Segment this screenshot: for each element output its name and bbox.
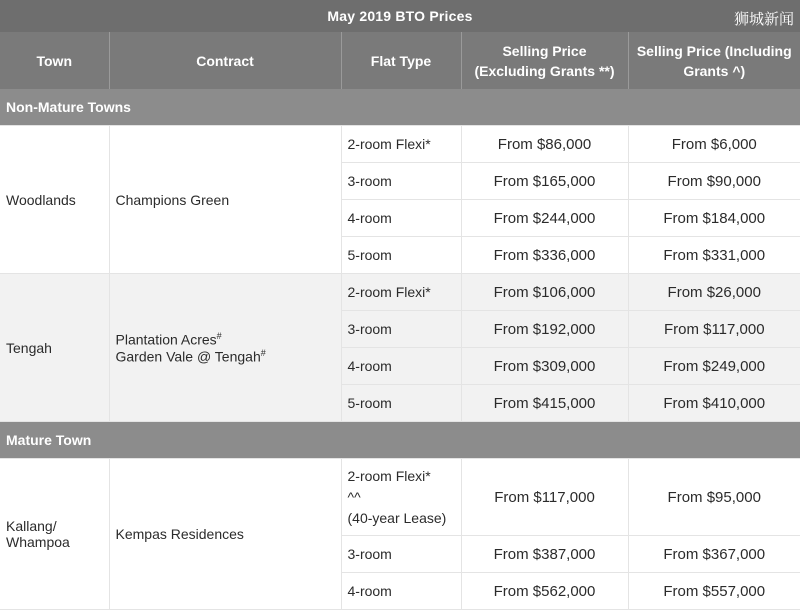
price-incl-cell: From $90,000: [628, 163, 800, 200]
flat-type-cell: [341, 459, 461, 536]
town-cell: [0, 459, 109, 610]
flat-type-cell: 2-room Flexi*: [341, 274, 461, 311]
table-row: [0, 459, 800, 536]
price-excl-cell: From $192,000: [461, 311, 628, 348]
flat-type-cell: 3-room: [341, 536, 461, 573]
section-row: [0, 422, 800, 459]
watermark: 狮城新闻: [733, 10, 794, 28]
table-title-text: May 2019 BTO Prices: [327, 8, 473, 24]
price-excl-cell: From $86,000: [461, 126, 628, 163]
price-excl-cell: From $387,000: [461, 536, 628, 573]
price-incl-cell: From $95,000: [628, 459, 800, 536]
section-row: [0, 89, 800, 126]
section-label: Non-Mature Towns: [0, 89, 800, 126]
table-title: [0, 0, 800, 32]
flat-type-line: ^^: [347, 488, 361, 505]
contract-mark: #: [260, 347, 266, 358]
price-incl-cell: From $117,000: [628, 311, 800, 348]
flat-type-cell: 2-room Flexi*: [341, 126, 461, 163]
contract-mark: #: [216, 330, 222, 341]
price-incl-cell: From $249,000: [628, 348, 800, 385]
header-contract: Contract: [109, 32, 341, 89]
table-row: [0, 126, 800, 163]
flat-type-cell: 4-room: [341, 348, 461, 385]
flat-type-cell: 5-room: [341, 237, 461, 274]
section-label: Mature Town: [0, 422, 800, 459]
contract-cell: [109, 274, 341, 422]
contract-line: Plantation Acres: [115, 331, 217, 348]
header-price-incl: Selling Price (Including Grants ^): [628, 32, 800, 89]
header-flat-type: Flat Type: [341, 32, 461, 89]
contract-cell: Kempas Residences: [109, 459, 341, 610]
flat-type-cell: 4-room: [341, 573, 461, 610]
town-line: Whampoa: [6, 534, 70, 550]
header-row: [0, 32, 800, 89]
price-incl-cell: From $410,000: [628, 385, 800, 422]
flat-type-cell: 3-room: [341, 311, 461, 348]
price-incl-cell: From $184,000: [628, 200, 800, 237]
flat-type-cell: 5-room: [341, 385, 461, 422]
price-incl-cell: From $557,000: [628, 573, 800, 610]
town-line: Kallang/: [6, 518, 57, 534]
price-excl-cell: From $309,000: [461, 348, 628, 385]
price-excl-cell: From $336,000: [461, 237, 628, 274]
price-excl-cell: From $562,000: [461, 573, 628, 610]
town-cell: Woodlands: [0, 126, 109, 274]
flat-type-line: 2-room Flexi*: [347, 467, 431, 484]
price-excl-cell: From $165,000: [461, 163, 628, 200]
price-incl-cell: From $26,000: [628, 274, 800, 311]
contract-line: Garden Vale @ Tengah: [115, 348, 261, 365]
price-incl-cell: From $6,000: [628, 126, 800, 163]
price-excl-cell: From $117,000: [461, 459, 628, 536]
header-price-excl: Selling Price (Excluding Grants **): [461, 32, 628, 89]
flat-type-cell: 4-room: [341, 200, 461, 237]
price-excl-cell: From $244,000: [461, 200, 628, 237]
price-excl-cell: From $415,000: [461, 385, 628, 422]
contract-cell: Champions Green: [109, 126, 341, 274]
town-cell: Tengah: [0, 274, 109, 422]
price-excl-cell: From $106,000: [461, 274, 628, 311]
header-town: Town: [0, 32, 109, 89]
bto-price-table: [0, 32, 800, 610]
price-incl-cell: From $331,000: [628, 237, 800, 274]
table-row: [0, 274, 800, 311]
flat-type-line: (40-year Lease): [347, 509, 447, 526]
price-incl-cell: From $367,000: [628, 536, 800, 573]
flat-type-cell: 3-room: [341, 163, 461, 200]
